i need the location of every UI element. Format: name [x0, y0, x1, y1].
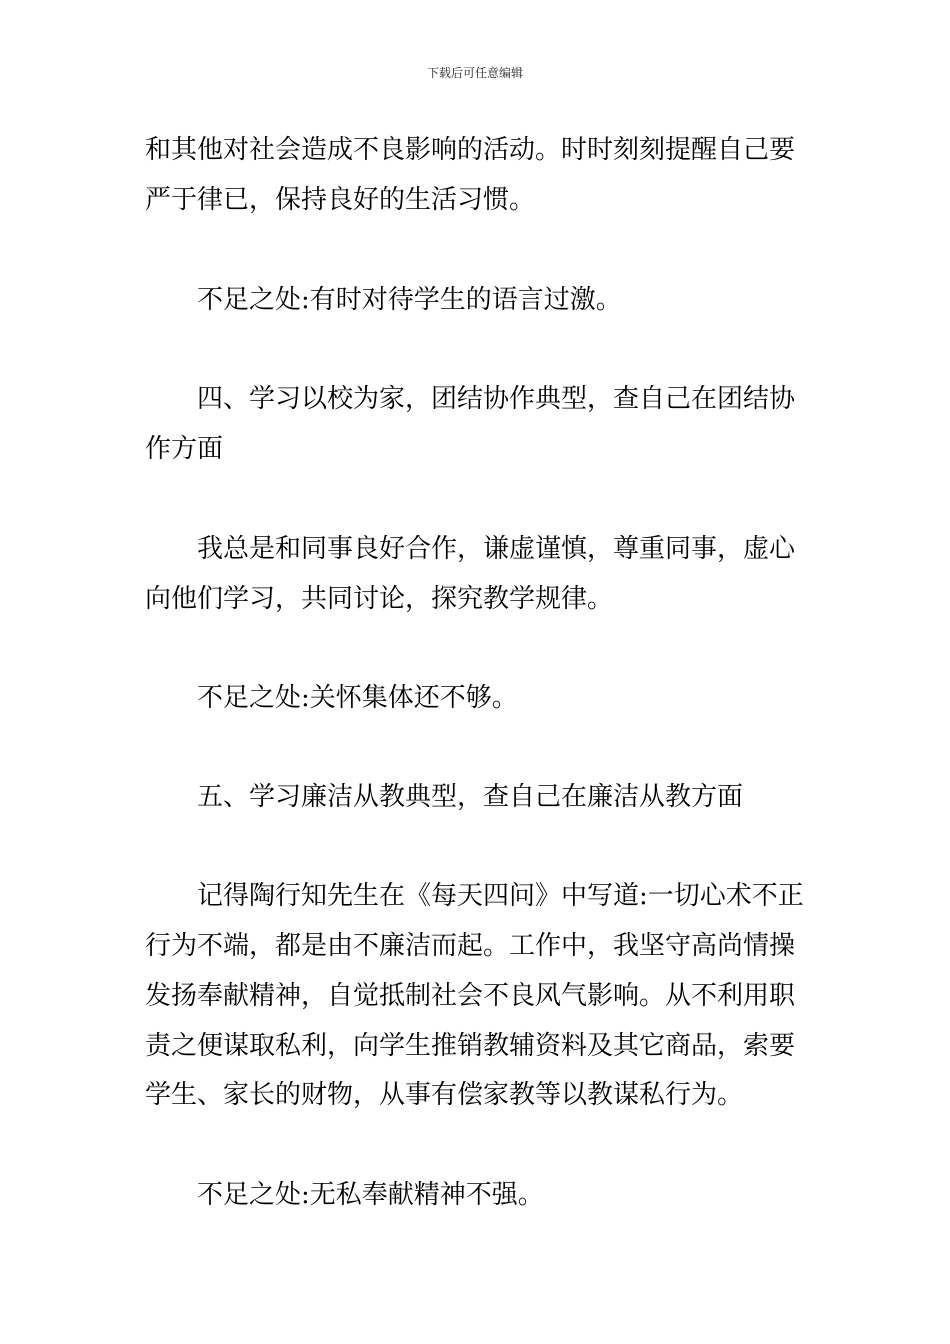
- text-line: 责之便谋取私利，向学生推销教辅资料及其它商品，索要: [145, 1031, 796, 1061]
- text-line: 和其他对社会造成不良影响的活动。时时刻刻提醒自己要: [145, 135, 796, 165]
- section-heading: 四、学习以校为家，团结协作典型，查自己在团结协: [197, 384, 796, 414]
- shortcoming-line: 不足之处:关怀集体还不够。: [197, 683, 518, 713]
- page-header-note: 下载后可任意编辑: [426, 66, 523, 80]
- shortcoming-line: 不足之处:有时对待学生的语言过激。: [197, 285, 622, 315]
- text-line: 学生、家长的财物，从事有偿家教等以教谋私行为。: [145, 1080, 744, 1110]
- text-line: 记得陶行知先生在《每天四问》中写道:一切心术不正: [197, 881, 804, 911]
- text-line: 严于律已，保持良好的生活习惯。: [145, 185, 536, 215]
- text-line: 行为不端，都是由不廉洁而起。工作中，我坚守高尚情操: [145, 931, 796, 961]
- shortcoming-line: 不足之处:无私奉献精神不强。: [197, 1180, 544, 1210]
- section-heading-continued: 作方面: [145, 434, 224, 464]
- text-line: 向他们学习，共同讨论，探究教学规律。: [145, 584, 614, 614]
- text-line: 发扬奉献精神，自觉抵制社会不良风气影响。从不利用职: [145, 981, 796, 1011]
- text-line: 我总是和同事良好合作，谦虚谨慎，尊重同事，虚心: [197, 534, 796, 564]
- section-heading: 五、学习廉洁从教典型，查自己在廉洁从教方面: [197, 782, 744, 812]
